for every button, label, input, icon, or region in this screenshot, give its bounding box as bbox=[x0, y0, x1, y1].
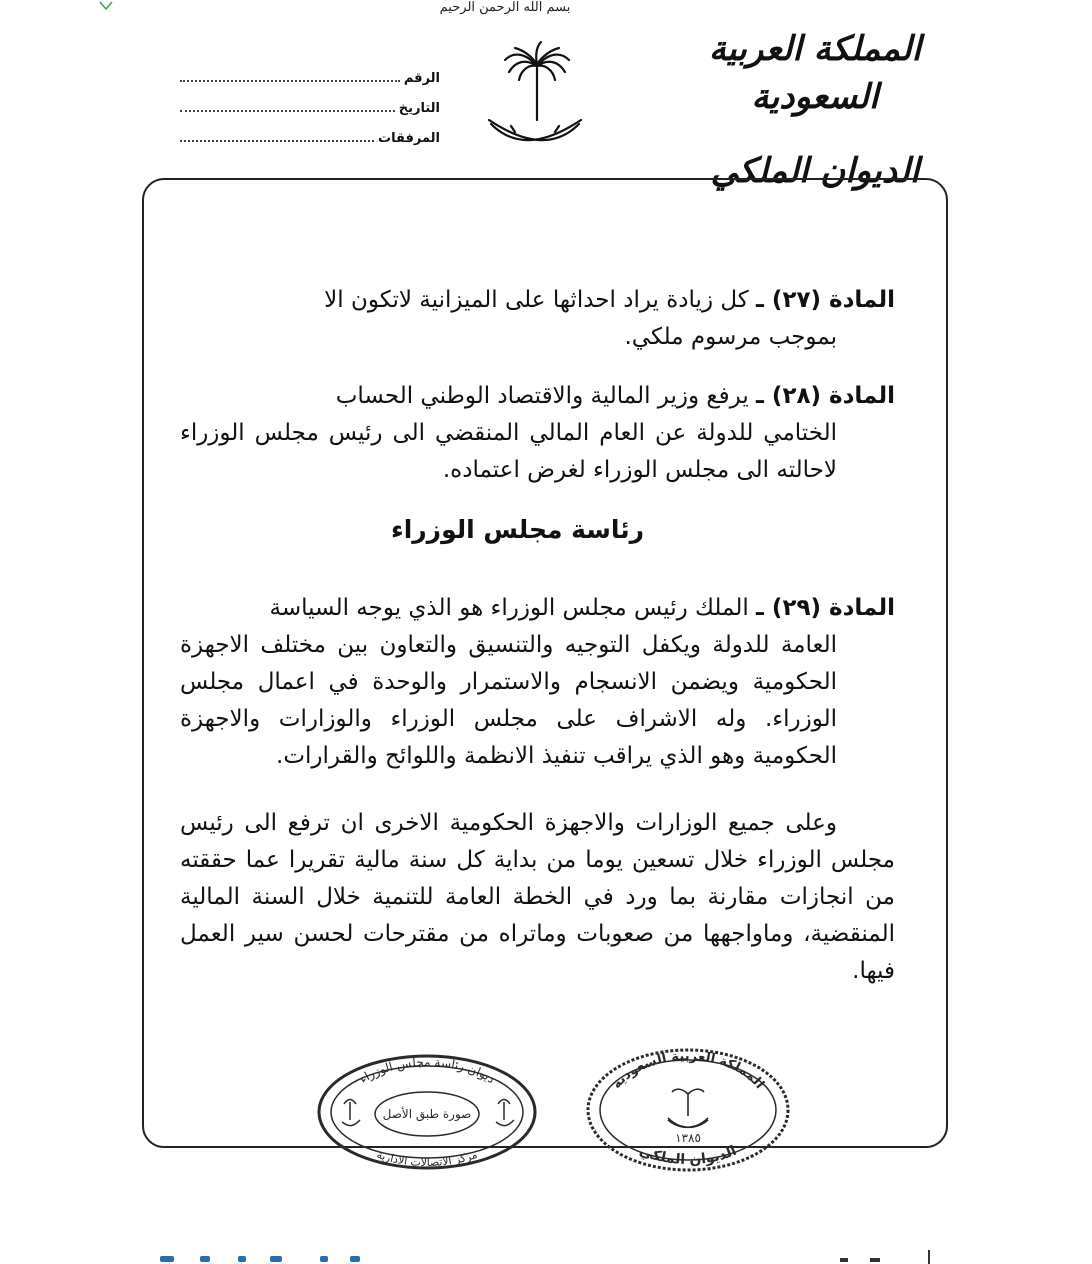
document-body bbox=[180, 282, 895, 1012]
article-27 bbox=[180, 282, 895, 356]
stamp-right-top-text: المملكة العربية السعودية bbox=[609, 1048, 767, 1092]
field-attachments-dots bbox=[180, 130, 374, 142]
footer-decoration bbox=[150, 1250, 950, 1264]
field-attachments bbox=[180, 130, 440, 160]
reference-fields bbox=[180, 70, 440, 160]
royal-court-name: الديوان الملكي bbox=[710, 151, 920, 191]
palm-swords-emblem-icon bbox=[485, 38, 585, 158]
field-number-dots bbox=[180, 70, 400, 82]
field-number bbox=[180, 70, 440, 100]
article-28-head: المادة (٢٨) ـ bbox=[756, 383, 895, 409]
article-28-cont: الختامي للدولة عن العام المالي المنقضي الى رئيس مجلس الوزراء لاحالته الى مجلس الوزراء لغرض اعتماده. bbox=[180, 420, 837, 483]
stamp-left-mid-text: صورة طبق الأصل bbox=[382, 1107, 472, 1121]
field-date-dots bbox=[180, 100, 395, 112]
corner-mark bbox=[98, 0, 114, 12]
ministries-paragraph: وعلى جميع الوزارات والاجهزة الحكومية الاخرى ان ترفع الى رئيس مجلس الوزراء خلال تسعين يوما من بداية كل سنة مالية تقريرا عما حققته من انجازات مقارنة بما ورد في الخطة العامة للتنمية خلال السنة المالية المنقضية، وماواجهها من صعوبات وماتراه من مقترحات لحسن سير العمل فيها. bbox=[180, 810, 895, 984]
field-number-label: الرقم bbox=[403, 71, 440, 86]
article-27-text: كل زيادة يراد احداثها على الميزانية لاتكون الا bbox=[324, 287, 749, 313]
field-date bbox=[180, 100, 440, 130]
field-date-label: التاريخ bbox=[398, 101, 440, 116]
article-27-head: المادة (٢٧) ـ bbox=[756, 287, 895, 313]
article-29-head: المادة (٢٩) ـ bbox=[756, 595, 895, 621]
svg-text:المملكة العربية السعودية bbox=[609, 1049, 767, 1092]
stamp-right-year: ١٣٨٥ bbox=[675, 1131, 701, 1145]
stamp-right-emblem-icon bbox=[668, 1089, 708, 1127]
article-27-cont: بموجب مرسوم ملكي. bbox=[624, 324, 837, 350]
section-title: رئاسة مجلس الوزراء bbox=[390, 515, 645, 544]
article-29-text: الملك رئيس مجلس الوزراء هو الذي يوجه السياسة bbox=[269, 595, 749, 621]
field-attachments-label: المرفقات bbox=[378, 131, 440, 146]
kingdom-name: المملكة العربية السعودية bbox=[708, 29, 922, 117]
article-29 bbox=[180, 590, 895, 627]
royal-court-stamp bbox=[584, 1046, 792, 1174]
stamp-left-bottom-text: مركز الاتصالات الادارية bbox=[374, 1147, 480, 1170]
article-28-text: يرفع وزير المالية والاقتصاد الوطني الحساب bbox=[335, 383, 749, 409]
stamp-right-bottom-text: الديوان الملكي bbox=[637, 1142, 740, 1169]
svg-text:ديوان رئاسة مجلس الوزراء bbox=[357, 1055, 498, 1086]
council-office-stamp bbox=[314, 1052, 540, 1172]
basmala: بسم الله الرحمن الرحيم bbox=[439, 0, 571, 15]
article-29-cont: العامة للدولة ويكفل التوجيه والتنسيق والتعاون بين مختلف الاجهزة الحكومية ويضمن الانسجام والاستمرار والوحدة في اعمال مجلس الوزراء. وله الاشراف على مجلس الوزراء والوزارات والاجهزة الحكومية وهو الذي يراقب تنفيذ الانظمة واللوائح والقرارات. bbox=[180, 632, 837, 769]
article-28 bbox=[180, 378, 895, 415]
letterhead-title bbox=[700, 25, 930, 195]
stamp-left-top-text: ديوان رئاسة مجلس الوزراء bbox=[356, 1055, 498, 1087]
svg-text:الديوان الملكي bbox=[637, 1143, 739, 1168]
